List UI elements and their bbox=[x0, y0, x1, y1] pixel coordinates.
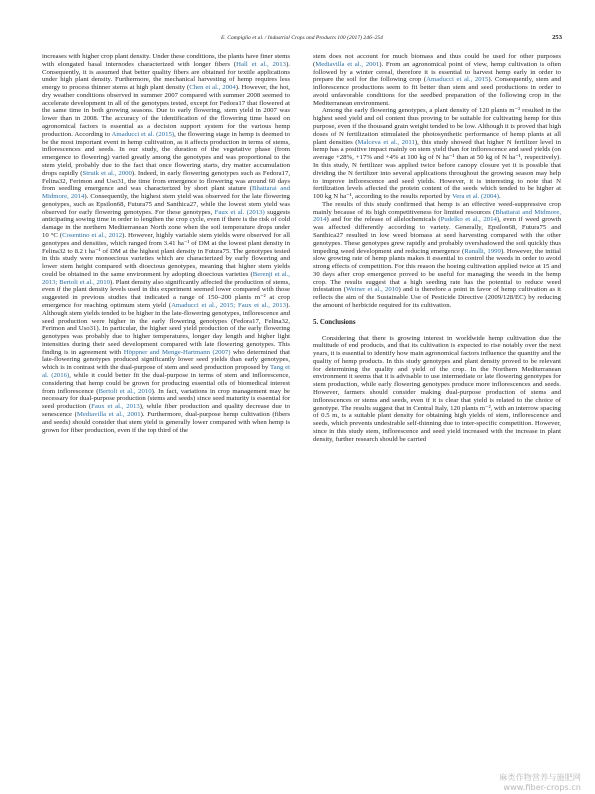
paragraph-text: , while it could better fit the dual-purpose in terms of stem and inflorescence, considering that hemp could be grown for producing essential oils of biomedical interest from inflorescence ( bbox=[42, 372, 291, 395]
citation-link[interactable]: Weiner et al., 2010 bbox=[345, 286, 399, 294]
citation-link[interactable]: Cosentino et al., 2012 bbox=[62, 231, 123, 239]
paragraph-text: ), even if weed growth was affected differently according to variety. Generally, Epsilon68, Futura75 and Santhica27 resulted in low weed biomass at seed harvesting compared with the other genotypes. These genotypes grew rapidly and probably overshadowed the soil quickly thus impeding weed development and reducing emergence ( bbox=[313, 216, 561, 255]
paragraph-text: ). Although stem yields tended to be higher in the late-flowering genotypes, inflorescence and seed production were higher in the early flowering genotypes (Fedora17, Felina32, Ferimon and Uso31). In particular, the higher seed yield production of the early flowering genotypes was probably due to higher temperatures, longer day length and higher light intensities during their seed development compared with late flowering genotypes. This finding is in agreement with bbox=[42, 302, 290, 356]
paragraph-text: ) and for the release of allelochemicals ( bbox=[326, 216, 441, 224]
citation-link[interactable]: Amaducci et al. (2015) bbox=[111, 130, 175, 138]
paragraph-text: ) and is therefore a point in favor of hemp cultivation as it reflects the aim of the Sustainable Use of Pesticide Directive (2009/128/EC) by reducing the amount of herbicide required for its cultivation. bbox=[313, 286, 561, 309]
paragraph-text: . bbox=[498, 193, 501, 201]
citation-link[interactable]: Malceva et al., 2011 bbox=[357, 138, 415, 146]
paragraph-text: ). However, highly variable stem yields were observed for all genotypes and densities, which ranged from 3.41 ha⁻¹ of DM at the lowest plant density in Felina32 to 8.2 t ha⁻¹ of DM at the highest plant density in Futura75. The genotypes tested in this study were monoecious varieties which are characterized by early flowering and lower stem height compared with dioecious genotypes, meaning that higher stem yields could be obtained in the same environment by adopting dioecious varieties ( bbox=[42, 231, 290, 278]
paragraph-text: ). In fact, variations in crop management may be necessary for dual-purpose production (stems and seeds) since seed maturity is essential for seed production ( bbox=[42, 387, 290, 411]
citation-link[interactable]: Struik et al., 2000 bbox=[82, 169, 132, 177]
right-column bbox=[313, 53, 561, 444]
citation-link[interactable]: Mediavilla et al., 2001 bbox=[315, 60, 380, 68]
citation-link[interactable]: Amaducci et al., 2015; Faux et al., 2013 bbox=[171, 302, 287, 309]
citation-link[interactable]: Bhattarai and Midmore, 2014 bbox=[42, 185, 290, 201]
body-paragraph bbox=[313, 107, 561, 200]
journal-citation: E. Campiglia et al. / Industrial Crops and Products 100 (2017) 246–254 bbox=[221, 35, 383, 41]
citation-link[interactable]: Chen et al., 2004 bbox=[189, 84, 236, 92]
paragraph-text: increases with higher crop plant density. Under these conditions, the plants have finer stems with elongated basal internodes characterized with longer fibers ( bbox=[42, 53, 290, 68]
citation-link[interactable]: Amaducci et al., 2015 bbox=[426, 76, 489, 84]
citation-link[interactable]: Faux et al., 2013 bbox=[91, 403, 140, 411]
paragraph-text: ), this study showed that higher N fertilizer level in hemp has a positive impact mainly on stem yield than for inflorescence and seed yields (on average +28%, +17% and +4% at 100 kg of N ha⁻¹ than at 50 kg of N ha⁻¹, respectively). In this study, N fertilizer was applied twice before canopy closure yet it is possible that dividing the N fertilizer into several applications throughout the growing season may help to improve inflorescence and seed yields. However, it is interesting to note that N fertilization levels affected the protein content of the seeds which tended to be higher at 100 kg N ha⁻¹, according to the results reported by bbox=[313, 138, 561, 201]
citation-link[interactable]: Hall et al., 2013 bbox=[236, 60, 287, 68]
watermark-line-cn: 麻类作物营养与施肥网 bbox=[499, 772, 581, 782]
citation-link[interactable]: Vera et al. (2004) bbox=[452, 193, 499, 201]
paragraph-text: ). However, the initial slow growing rate of hemp plants makes it essential to control the weeds in order to avoid strong effects of competition. For this reason the hoeing cultivation applied twice at 15 and 30 days after crop emergence proved to be useful for managing the weeds in the hemp crop. The results suggest that a high seeding rate has the potential to reduce weed infestation ( bbox=[313, 247, 561, 294]
watermark-line-url: www.fiber-crops.cn bbox=[503, 782, 581, 792]
citation-link[interactable]: Höppner and Menge-Hartmann (2007) bbox=[123, 348, 231, 356]
body-paragraph bbox=[42, 53, 290, 434]
paragraph-text: ). Consequently, it is assumed that better quality fibers are obtained for textile applications under high plant density. Furthermore, the mechanical harvesting of hemp requires less energy to process thinner stems at high plant density ( bbox=[42, 60, 290, 92]
paragraph-text: ). Plant density also significantly affected the production of stems, even if the plant density levels used in this experiment seemed lower compared with those suggested in previous studies that indicated a range of 150–200 plants m⁻² at crop emergence for reaching optimum stem yield ( bbox=[42, 278, 290, 309]
paragraph-text: ). Furthermore, dual-purpose hemp cultivation (fibers and seeds) should consider that stem yield is generally lower compared with when hemp is grown for fiber production, even if the top third of the bbox=[42, 410, 290, 434]
paragraph-text: , the flowering stage in hemp is deemed to be the most important event in hemp cultivation, as it affects production in terms of stems, inflorescences and seeds. In our study, the duration of the vegetative phase (from emergence to flowering) varied greatly among the genotypes and was proportional to the stem yield, probably due to the fact that once flowering starts, dry matter accumulation drops rapidly ( bbox=[42, 130, 290, 177]
running-header bbox=[42, 33, 562, 43]
left-column bbox=[42, 53, 290, 434]
paragraph-text: Among the early flowering genotypes, a plant density of 120 plants m⁻² resulted in the highest seed yield and oil content thus proving to be suitable for cultivating hemp for this purpose, even if the thousand grain weight tended to be low. Although it is proved that high doses of N fertilization stimulated the photosynthetic performance of hemp plants at all plant densities ( bbox=[313, 107, 561, 146]
paragraph-text: suggests anticipating sowing time in order to lengthen the crop cycle, even if there is the risk of cold damage in the northern Mediterranean North zone when the soil temperature drops under 10 °C ( bbox=[42, 208, 290, 239]
site-watermark bbox=[499, 772, 581, 792]
citation-link[interactable]: Berenji et al., 2013; Bertoli et al., 2010 bbox=[42, 270, 290, 286]
paragraph-text: The results of this study confirmed that hemp is an effective weed-suppressive crop mainly because of its high competitiveness for limited resources ( bbox=[313, 200, 561, 216]
paragraph-text: who determined that late-flowering genotypes produced significantly lower seed yields than early genotypes, which is in contrast with the dual-purpose of stem and seed production proposed by bbox=[42, 348, 291, 372]
paragraph-text: Considering that there is growing interest in worldwide hemp cultivation due the multitude of end products, and that its cultivation is expected to rise notably over the next years, it is essential to identify how main agronomical factors influence the quantity and the quality of hemp products. In this study genotypes and plant density proved to be relevant for determining the quality and yield of the crop. In the Northern Mediterranean environment it seems that it is advisable to use intermediate or late flowering genotypes for stem production, while early flowering genotypes produce more inflorescences and seeds. However, farmers should consider making dual-purpose production of stems and inflorescences or stems and seeds, even if it is clear that yield is related to the choice of genotype. The results suggest that in Central Italy, 120 plants m⁻², with an interrow spacing of 0.5 m, is a suitable plant density for obtaining high yields of stem, inflorescence and seeds, which prevents undesirable self-thinning due to inter-specific competition. However, since in this study stem, inflorescence and seed yield increased with the increase in plant density, further research should be carried bbox=[313, 334, 561, 443]
conclusion-paragraph bbox=[313, 335, 561, 444]
citation-link[interactable]: Ranalli, 1999 bbox=[464, 247, 501, 255]
paragraph-text: ). Indeed, in early flowering genotypes such as Fedora17, Felina32, Ferimon and Uso31, the time from emergence to flowering was around 60 days from seedling emergence and was characterized by short plant stature ( bbox=[42, 169, 291, 193]
paragraph-text: ). However, the hot, dry weather conditions observed in summer 2007 compared with summer 2008 seemed to accelerate development in all of the genotypes tested, except for Fedora17 that flowered at the same time in both growing seasons. Due to early flowering, stem yield in 2007 was lower than in 2008. The accuracy of the identification of the flowering time based on agronomical factors is essential as a decision support system for the various hemp production. According to bbox=[42, 84, 290, 138]
paragraph-text: stem does not account for much biomass and thus could be used for other purposes ( bbox=[313, 53, 561, 68]
citation-link[interactable]: Tang et al. (2016) bbox=[42, 364, 290, 380]
citation-link[interactable]: Bertoli et al., 2010 bbox=[98, 387, 152, 395]
citation-link[interactable]: Pudelko et al., 2014 bbox=[440, 216, 497, 224]
section-heading-conclusions: 5. Conclusions bbox=[313, 318, 356, 326]
body-paragraph bbox=[313, 201, 561, 310]
body-paragraph bbox=[313, 53, 561, 107]
citation-link[interactable]: Mediavilla et al., 2001 bbox=[76, 410, 141, 418]
paragraph-text: ), while fiber production and quality decrease due to senescence ( bbox=[42, 403, 290, 418]
paragraph-text: ). Consequently, the highest stem yield was observed for the late flowering genotypes, such as Epsilon68, Futura75 and Santhica27, while the lowest stem yield was observed for early flowering genotypes. For these genotypes, bbox=[42, 193, 291, 216]
citation-link[interactable]: Faux et al. (2013) bbox=[214, 208, 265, 216]
page-number: 253 bbox=[552, 34, 562, 41]
citation-link[interactable]: Bhattarai and Midmore, 2014 bbox=[313, 208, 562, 224]
paragraph-text: ). Consequently, stem and inflorescence productions seem to fit better than stem and seed productions in order to avoid unfavorable conditions for the seedbed preparation of the following crop in the Mediterranean environment. bbox=[313, 76, 561, 107]
paragraph-text: ). From an agronomical point of view, hemp cultivation is often followed by a winter cereal, therefore it is essential to harvest hemp early in order to prepare the soil for the following crop ( bbox=[313, 60, 562, 84]
